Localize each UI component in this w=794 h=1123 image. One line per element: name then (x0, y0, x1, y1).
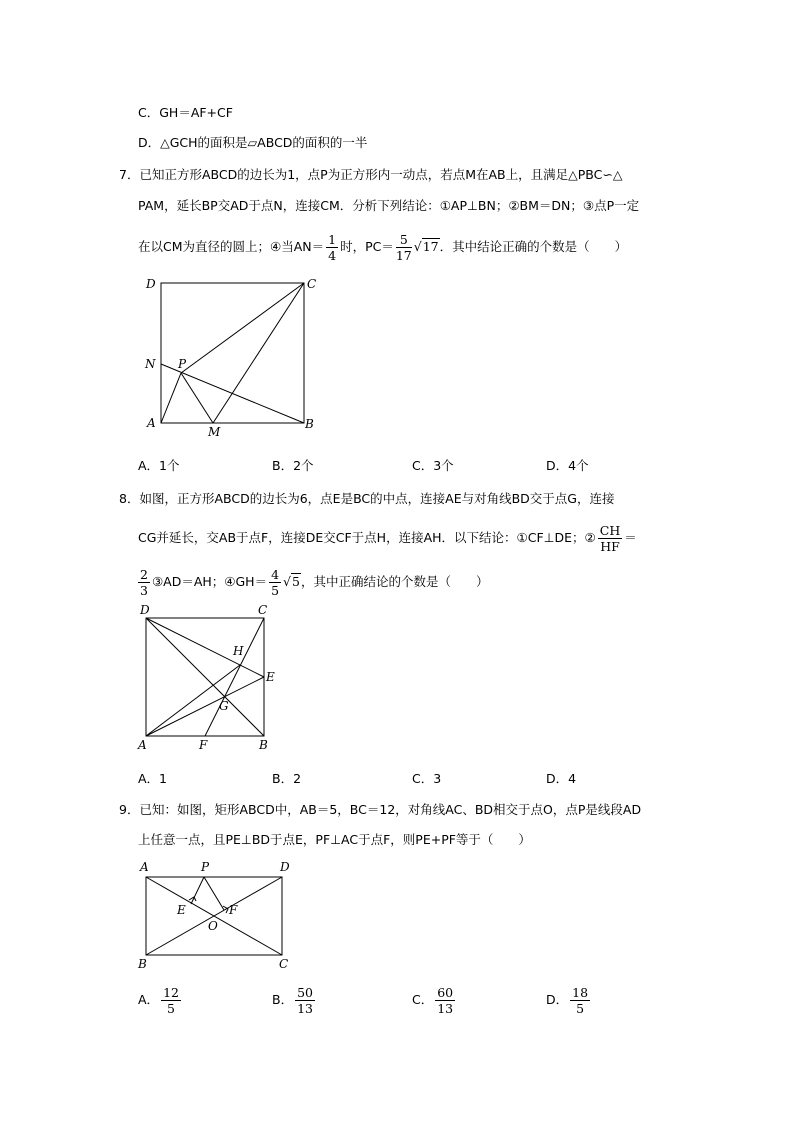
q8-fracch-num: CH (599, 523, 621, 538)
q9-label-p: P (201, 860, 210, 874)
q9-option-d (546, 985, 592, 1016)
q9-option-d-letter: D． (546, 992, 569, 1007)
q9-option-a-fraction (161, 985, 181, 1016)
q9-option-b (272, 985, 317, 1016)
q8-line2-eq: ＝ (624, 530, 637, 545)
q9-label-c: C (279, 957, 289, 971)
q8-seg-ae (146, 677, 264, 736)
sqrt-sign: √ (413, 239, 422, 254)
q9-label-e: E (177, 903, 186, 917)
q8-line2 (138, 523, 637, 554)
q7-option-a: A．1个 (138, 458, 180, 473)
q7-option-c: C．3个 (412, 458, 454, 473)
q9-line2: 上任意一点，且PE⊥BD于点E，PF⊥AC于点F，则PE+PF等于（ ） (138, 832, 531, 847)
q8-seg-cf (205, 618, 264, 736)
q8-sqrt-value: 5 (292, 574, 300, 589)
q9-label-a: A (140, 860, 149, 874)
q9-d-num: 18 (572, 985, 589, 1000)
q7-label-b: B (305, 417, 314, 431)
q7-sqrt (414, 238, 440, 254)
q7-line3 (138, 232, 627, 263)
q9-c-den: 13 (437, 1001, 454, 1016)
q7-label-m: M (208, 425, 221, 439)
prev-option-c: C．GH＝AF+CF (138, 105, 233, 120)
q7-frac1-den: 4 (328, 248, 337, 263)
q7-frac2-num: 5 (396, 232, 412, 248)
q7-option-d: D．4个 (546, 458, 589, 473)
q8-frac3-num: 2 (140, 567, 148, 582)
q9-option-c (412, 985, 457, 1016)
q8-label-a: A (138, 738, 147, 752)
q8-label-c: C (258, 603, 268, 617)
q9-b-den: 13 (297, 1001, 313, 1016)
q7-line3-b: 时，PC＝ (340, 239, 394, 254)
q9-figure (134, 856, 304, 974)
q8-fraction-gh (269, 567, 281, 598)
q8-frac4-num: 4 (271, 567, 280, 582)
q8-fraction-two-thirds (138, 567, 150, 598)
q8-option-b: B．2 (272, 771, 302, 786)
q9-d-den: 5 (576, 1001, 585, 1016)
q7-sqrt-value: 17 (422, 239, 439, 254)
q8-label-h: H (233, 644, 244, 658)
q7-seg-pm (181, 373, 213, 423)
q8-option-a: A．1 (138, 771, 168, 786)
q7-label-a: A (147, 416, 156, 430)
q8-line3-b: ，其中正确结论的个数是（ ） (300, 574, 489, 589)
q8-sqrt (283, 573, 301, 589)
q8-label-d: D (140, 603, 150, 617)
q8-frac4-den: 5 (271, 583, 280, 598)
q9-option-a-letter: A． (138, 992, 160, 1007)
q9-c-num: 60 (437, 985, 454, 1000)
q9-label-f: F (229, 903, 238, 917)
q7-square (161, 283, 304, 423)
q7-frac1-num: 1 (328, 232, 337, 247)
q9-a-den: 5 (167, 1001, 175, 1016)
q8-label-e: E (266, 670, 275, 684)
q9-line1: 9．已知：如图，矩形ABCD中，AB＝5，BC＝12，对角线AC、BD相交于点O，点P是线段AD (119, 802, 642, 817)
prev-option-d: D．△GCH的面积是▱ABCD的面积的一半 (138, 135, 368, 150)
q9-option-b-letter: B． (272, 992, 294, 1007)
q9-option-b-fraction (295, 985, 315, 1016)
q8-line1: 8．如图，正方形ABCD的边长为6，点E是BC的中点，连接AE与对角线BD交于点G，连接 (119, 491, 615, 506)
q7-line3-a: 在以CM为直径的圆上；④当AN＝ (138, 239, 325, 254)
q8-label-b: B (259, 738, 268, 752)
q7-label-c: C (307, 277, 317, 291)
q7-frac2-den: 17 (395, 248, 412, 263)
q7-label-d: D (146, 277, 156, 291)
q8-seg-de (146, 618, 264, 677)
q9-option-c-fraction (435, 985, 455, 1016)
q8-line3 (138, 567, 488, 598)
q7-seg-pc (181, 283, 304, 373)
q8-figure (134, 600, 284, 756)
q8-line3-a: ③AD＝AH；④GH＝ (151, 574, 268, 589)
q9-b-num: 50 (297, 985, 313, 1000)
q7-figure (140, 272, 330, 442)
q7-line1: 7．已知正方形ABCD的边长为1，点P为正方形内一动点，若点M在AB上，且满足△PBC∽△ (119, 167, 623, 182)
q8-diag-db (146, 618, 264, 736)
q8-label-f: F (199, 738, 208, 752)
q7-label-n: N (145, 357, 156, 371)
q9-option-a (138, 985, 183, 1016)
q7-fraction-pc (396, 232, 412, 263)
q8-frac3-den: 3 (140, 583, 148, 598)
q9-option-d-fraction (570, 985, 590, 1016)
q7-option-b: B．2个 (272, 458, 314, 473)
q7-seg-mc (213, 283, 304, 423)
q8-line2-a: CG并延长，交AB于点F，连接DE交CF于点H，连接AH．以下结论：①CF⊥DE；② (138, 530, 596, 545)
q8-label-g: G (219, 699, 229, 713)
q7-fraction-an (326, 232, 338, 263)
q9-a-num: 12 (163, 985, 179, 1000)
sqrt-sign: √ (283, 574, 291, 589)
q8-fraction-ch-hf (598, 523, 622, 554)
q7-seg-ap (161, 373, 181, 423)
q9-label-d: D (280, 860, 290, 874)
q8-option-c: C．3 (412, 771, 442, 786)
q7-label-p: P (178, 357, 187, 371)
q9-option-c-letter: C． (412, 992, 434, 1007)
q8-fracch-den: HF (600, 539, 620, 554)
q7-line2: PAM，延长BP交AD于点N，连接CM．分析下列结论：①AP⊥BN；②BM＝DN；③点P一定 (138, 198, 640, 213)
q8-option-d: D．4 (546, 771, 577, 786)
q9-seg-pf (204, 877, 224, 910)
q7-line3-c: ．其中结论正确的个数是（ ） (439, 239, 628, 254)
q9-label-o: O (208, 919, 218, 933)
q9-label-b: B (138, 957, 147, 971)
q9-seg-pe (191, 877, 204, 904)
